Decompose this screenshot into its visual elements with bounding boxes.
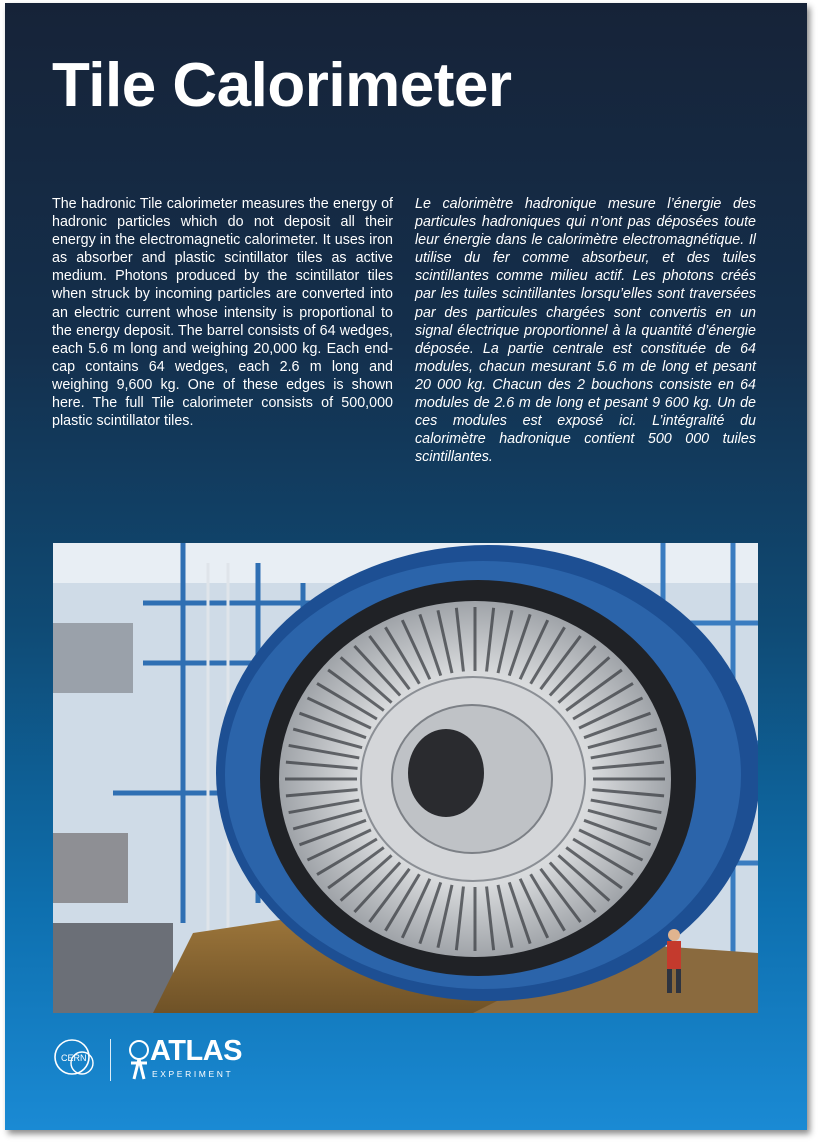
poster bbox=[5, 3, 807, 1130]
atlas-wordmark: ATLAS bbox=[150, 1035, 243, 1067]
description-english: The hadronic Tile calorimeter measures the energy of hadronic particles which do not deposit all their energy in the electromagnetic calorimeter. It uses iron as absorber and plastic scintillator tiles as active medium. Photons produced by the scintillator tiles when struck by incoming particles are converted into an electric current whose intensity is proportional to the energy deposit. The barrel consists of 64 wedges, each 5.6 m long and weighing 20,000 kg. Each end-cap contains 64 wedges, each 2.6 m long and weighing 9,600 kg. One of these edges is shown here. The full Tile calorimeter consists of 500,000 plastic scintillator tiles. bbox=[52, 196, 393, 430]
footer bbox=[52, 1035, 352, 1085]
footer-divider bbox=[110, 1039, 111, 1081]
poster-title: Tile Calorimeter bbox=[52, 51, 512, 120]
cern-logo-icon bbox=[52, 1037, 96, 1081]
cern-label: CERN bbox=[61, 1053, 87, 1063]
atlas-subtitle: EXPERIMENT bbox=[152, 1069, 234, 1079]
calorimeter-photo bbox=[53, 543, 758, 1013]
description-french: Le calorimètre hadronique mesure l’énergie des particules hadroniques qui n’ont pas déposées toute leur énergie dans le calorimètre electromagnétique. Il utilise du fer comme absorbeur, et des tuiles scintillantes comme milieu actif. Les photons créés par les tuiles scintillantes lorsqu’elles sont traversées par des particules chargées sont convertis en un signal électrique proportionnel à la quantité d’énergie déposée. La partie centrale est constituée de 64 modules, chacun mesurant 5.6 m de long et pesant 20 000 kg. Chacun des 2 bouchons consiste en 64 modules de 2.6 m de long et pesant 9 600 kg. Un de ces modules est exposé ici. L’intégralité du calorimètre hadronique contient 500 000 tuiles scintillantes. bbox=[415, 196, 756, 466]
